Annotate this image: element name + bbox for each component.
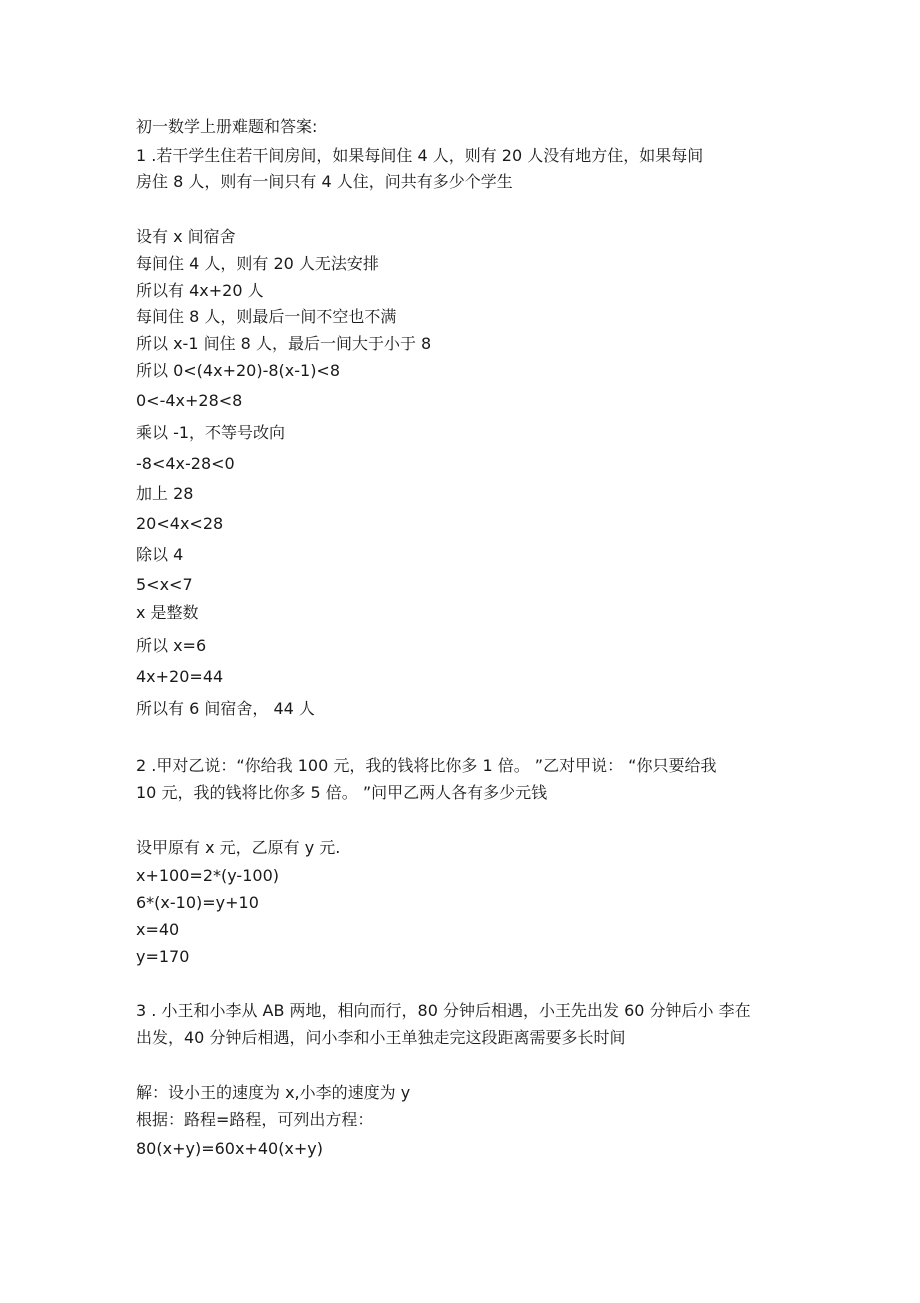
- problem-1-solution-line: 设有 x 间宿舍: [136, 227, 236, 246]
- problem-1-solution-line: 每间住 4 人，则有 20 人无法安排: [136, 254, 379, 273]
- problem-2-solution-line: x+100=2*(y-100): [136, 866, 279, 885]
- problem-3-solution-line: 80(x+y)=60x+40(x+y): [136, 1139, 324, 1158]
- problem-1-solution-line: 乘以 -1，不等号改向: [136, 423, 286, 442]
- problem-1-solution-line: -8<4x-28<0: [136, 454, 235, 473]
- problem-1-solution-line: 除以 4: [136, 545, 184, 564]
- problem-1-solution-line: 0<-4x+28<8: [136, 391, 243, 410]
- problem-1-solution-line: 20<4x<28: [136, 514, 224, 533]
- problem-1-solution-line: 所以 x-1 间住 8 人，最后一间大于小于 8: [136, 334, 432, 353]
- problem-1-solution-line: 所以有 6 间宿舍， 44 人: [136, 699, 315, 718]
- problem-3-question-line-1: 3 . 小王和小李从 AB 两地，相向而行，80 分钟后相遇，小王先出发 60 分钟后小 李在: [136, 1001, 751, 1020]
- problem-2-question-line-2: 10 元，我的钱将比你多 5 倍。 ”问甲乙两人各有多少元钱: [136, 783, 548, 802]
- problem-3-solution-line: 解：设小王的速度为 x,小李的速度为 y: [136, 1083, 411, 1102]
- problem-1-solution-line: 5<x<7: [136, 575, 193, 594]
- problem-1-question-line-1: 1 .若干学生住若干间房间，如果每间住 4 人，则有 20 人没有地方住，如果每间: [136, 146, 704, 165]
- problem-1-solution-line: 加上 28: [136, 484, 194, 503]
- problem-2-solution-line: 6*(x-10)=y+10: [136, 893, 259, 912]
- problem-3-solution-line: 根据：路程=路程，可列出方程：: [136, 1110, 374, 1129]
- problem-2-solution-line: 设甲原有 x 元，乙原有 y 元.: [136, 838, 341, 857]
- problem-1-question-line-2: 房住 8 人，则有一间只有 4 人住，问共有多少个学生: [136, 172, 513, 191]
- problem-2-question-line-1: 2 .甲对乙说：“你给我 100 元，我的钱将比你多 1 倍。 ”乙对甲说： “你只要给我: [136, 756, 717, 775]
- problem-1-solution-line: 所以 0<(4x+20)-8(x-1)<8: [136, 361, 341, 380]
- problem-2-solution-line: y=170: [136, 947, 190, 966]
- document-title: 初一数学上册难题和答案:: [136, 117, 318, 136]
- problem-1-solution-line: 所以 x=6: [136, 636, 207, 655]
- problem-3-question-line-2: 出发，40 分钟后相遇，问小李和小王单独走完这段距离需要多长时间: [136, 1028, 626, 1047]
- problem-2-solution-line: x=40: [136, 920, 180, 939]
- problem-1-solution-line: 所以有 4x+20 人: [136, 281, 264, 300]
- problem-1-solution-line: x 是整数: [136, 603, 199, 622]
- problem-1-solution-line: 4x+20=44: [136, 667, 224, 686]
- problem-1-solution-line: 每间住 8 人，则最后一间不空也不满: [136, 307, 397, 326]
